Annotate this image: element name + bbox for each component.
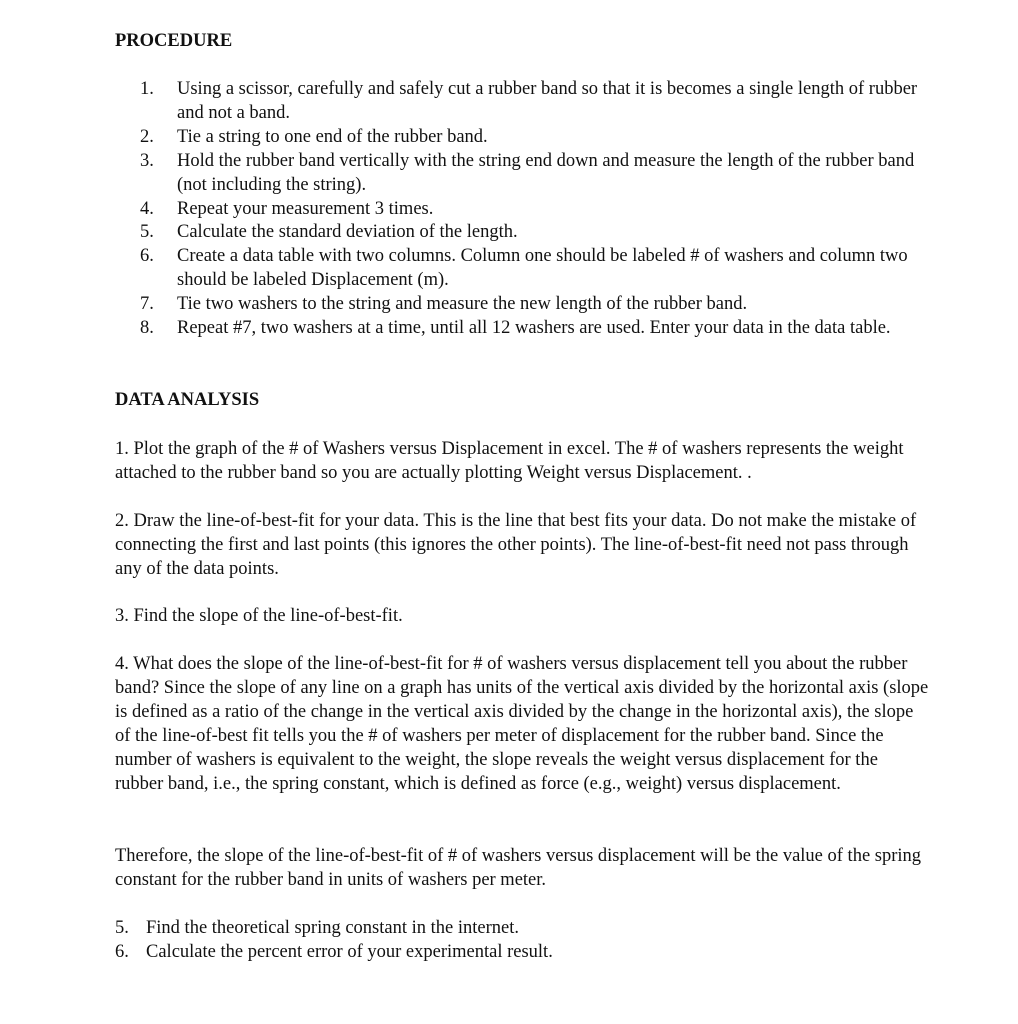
procedure-step bbox=[140, 78, 920, 126]
procedure-step bbox=[140, 317, 920, 341]
procedure-step bbox=[140, 293, 920, 317]
procedure-step bbox=[140, 221, 920, 245]
step-text: Calculate the standard deviation of the length. bbox=[177, 222, 518, 243]
procedure-steps-list bbox=[140, 78, 920, 341]
procedure-step bbox=[140, 198, 920, 222]
step-text: Find the theoretical spring constant in the internet. bbox=[146, 918, 519, 938]
step-text: Hold the rubber band vertically with the string end down and measure the length of the rubber band (not including the string). bbox=[177, 150, 915, 195]
step-number: 2. bbox=[140, 126, 154, 147]
procedure-step bbox=[140, 245, 920, 293]
step-number: 4. bbox=[140, 198, 154, 219]
step-number: 5. bbox=[140, 222, 154, 243]
step-number: 6. bbox=[115, 941, 129, 962]
step-number: 5. bbox=[115, 918, 129, 938]
final-step bbox=[115, 917, 915, 941]
step-number: 1. bbox=[140, 79, 154, 99]
procedure-step bbox=[140, 150, 920, 198]
step-text: Tie a string to one end of the rubber band. bbox=[177, 126, 488, 147]
final-step bbox=[115, 941, 915, 965]
step-text: Create a data table with two columns. Column one should be labeled # of washers and column two should be labeled Displacement (m). bbox=[177, 246, 908, 291]
step-number: 6. bbox=[140, 246, 154, 267]
analysis-paragraph-2: 2. Draw the line-of-best-fit for your data. This is the line that best fits your data. Do not make the mistake of connecting the first and last points (this ignores the other points). The line-of-best-fit need not pass through any of the data points. bbox=[115, 511, 917, 579]
step-text: Using a scissor, carefully and safely cut a rubber band so that it is becomes a single length of rubber and not a band. bbox=[177, 79, 918, 123]
step-text: Repeat #7, two washers at a time, until all 12 washers are used. Enter your data in the data table. bbox=[177, 318, 891, 339]
procedure-step bbox=[140, 126, 920, 150]
analysis-paragraph-3: 3. Find the slope of the line-of-best-fit. bbox=[115, 606, 403, 626]
analysis-paragraph-1: 1. Plot the graph of the # of Washers versus Displacement in excel. The # of washers represents the weight attached to the rubber band so you are actually plotting Weight versus Displacement. . bbox=[115, 439, 904, 483]
step-text: Calculate the percent error of your experimental result. bbox=[146, 941, 553, 962]
step-text: Repeat your measurement 3 times. bbox=[177, 198, 434, 219]
procedure-heading: PROCEDURE bbox=[115, 31, 233, 51]
step-number: 7. bbox=[140, 294, 154, 315]
analysis-conclusion-paragraph: Therefore, the slope of the line-of-best-fit of # of washers versus displacement will be the value of the spring constant for the rubber band in units of washers per meter. bbox=[115, 846, 922, 890]
analysis-paragraph-4: 4. What does the slope of the line-of-best-fit for # of washers versus displacement tell you about the rubber band? Since the slope of any line on a graph has units of the vertical axis divided by the horizontal axis (slope is defined as a ratio of the change in the vertical axis divided by the change in the horizontal axis), the slope of the line-of-best fit tells you the # of washers per meter of displacement for the rubber band. Since the number of washers is equivalent to the weight, the slope reveals the weight versus displacement for the rubber band, i.e., the spring constant, which is defined as force (e.g., weight) versus displacement. bbox=[115, 654, 929, 794]
data-analysis-heading: DATA ANALYSIS bbox=[115, 390, 260, 410]
final-steps-list bbox=[115, 917, 915, 965]
step-text: Tie two washers to the string and measure the new length of the rubber band. bbox=[177, 294, 748, 315]
step-number: 8. bbox=[140, 318, 154, 339]
step-number: 3. bbox=[140, 150, 154, 171]
